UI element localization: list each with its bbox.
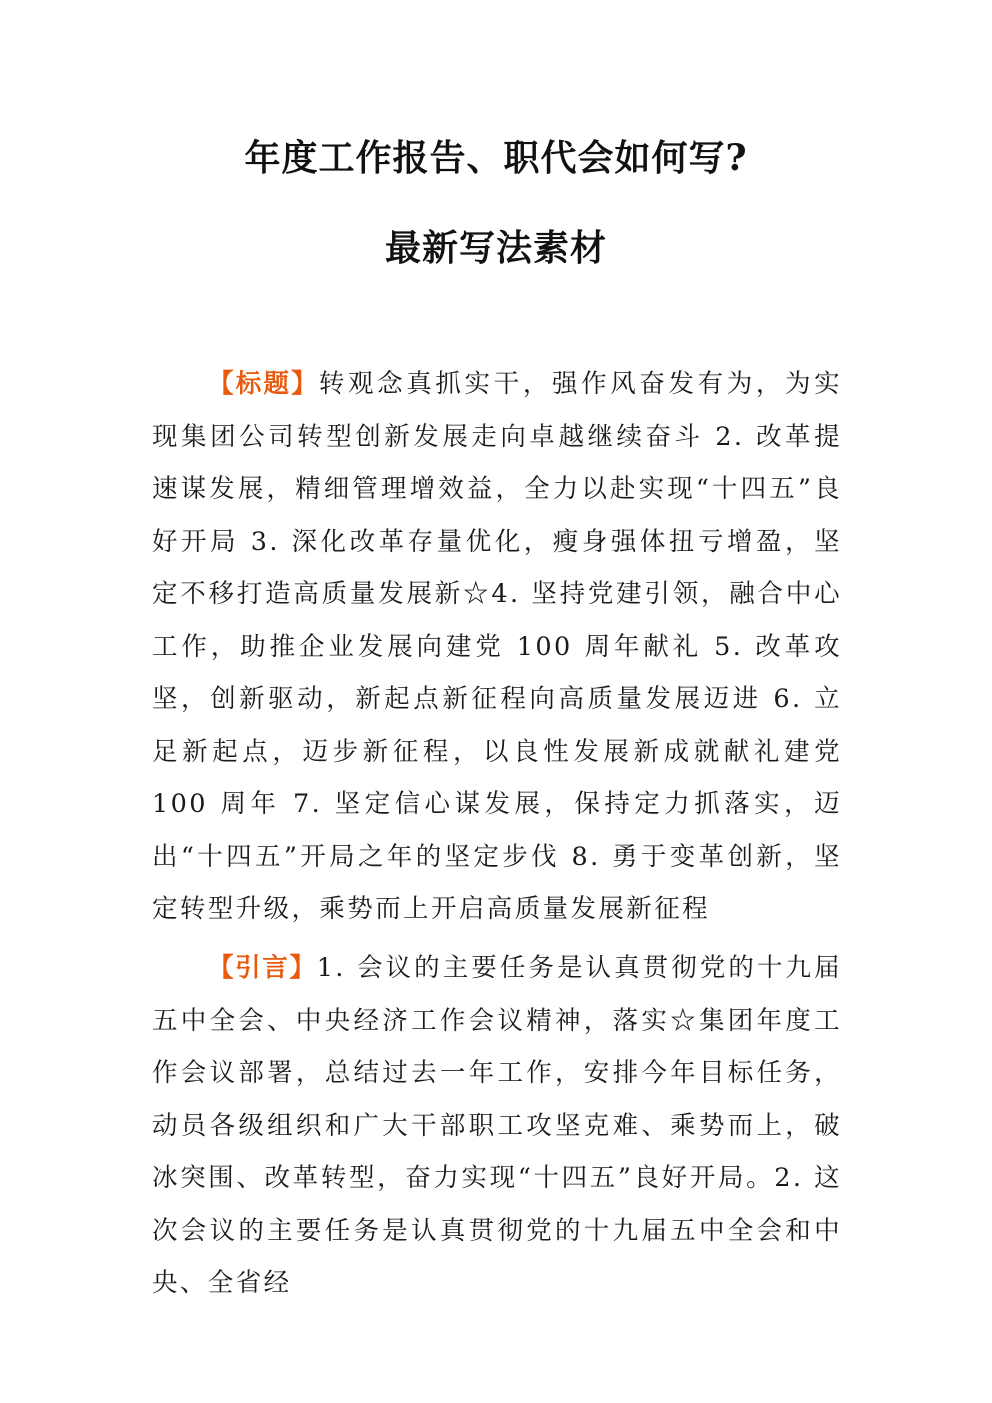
section-title-paragraph xyxy=(152,358,842,936)
section-tag-title: 【标题】 xyxy=(208,369,319,399)
section-tag-intro: 【引言】 xyxy=(208,953,317,983)
page-subtitle: 最新写法素材 xyxy=(384,227,607,269)
section-body-intro: 1. 会议的主要任务是认真贯彻党的十九届五中全会、中央经济工作会议精神，落实☆集团年度工作会议部署，总结过去一年工作，安排今年目标任务，动员各级组织和广大干部职工攻坚克难、乘势而上，破冰突围、改革转型，奋力实现“十四五”良好开局。2. 这次会议的主要任务是认真贯彻党的十九届五中全会和中央、全省经 xyxy=(152,953,842,1298)
section-intro-paragraph xyxy=(152,942,842,1310)
section-body-title: 转观念真抓实干，强作风奋发有为，为实现集团公司转型创新发展走向卓越继续奋斗 2. 改革提速谋发展，精细管理增效益，全力以赴实现“十四五”良好开局 3. 深化改革存量优化，瘦身强体扭亏增盈，坚定不移打造高质量发展新☆4. 坚持党建引领，融合中心工作，助推企业发展向建党 100 周年献礼 5. 改革攻坚，创新驱动，新起点新征程向高质量发展迈进 6. 立足新起点，迈步新征程，以良性发展新成就献礼建党 100 周年 7. 坚定信心谋发展，保持定力抓落实，迈出“十四五”开局之年的坚定步伐 8. 勇于变革创新，坚定转型升级，乘势而上开启高质量发展新征程 xyxy=(152,369,842,924)
page-title: 年度工作报告、职代会如何写? xyxy=(244,137,748,179)
